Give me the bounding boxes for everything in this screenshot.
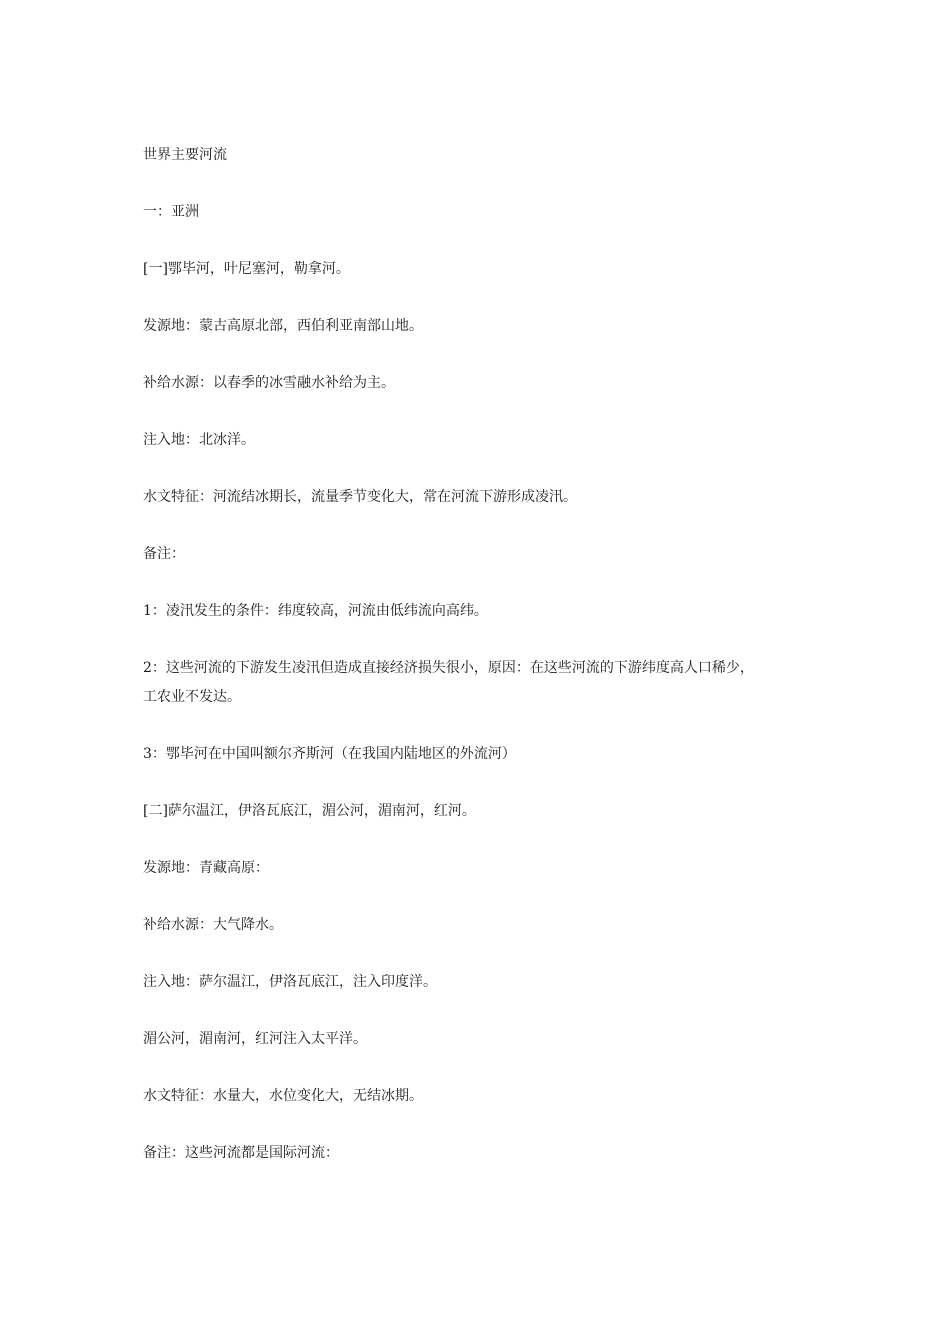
group1-note2-line1: 2：这些河流的下游发生凌汛但造成直接经济损失很小，原因：在这些河流的下游纬度高人口稀少， [143,660,754,676]
page-title: 世界主要河流 [143,147,227,163]
group1-note1: 1：凌汛发生的条件：纬度较高，河流由低纬流向高纬。 [143,603,488,619]
group1-heading: [一]鄂毕河，叶尼塞河，勒拿河。 [143,261,350,277]
group1-source: 发源地：蒙古高原北部，西伯利亚南部山地。 [143,318,423,334]
group1-notes-label: 备注： [143,546,185,562]
group2-source: 发源地：青藏高原： [143,860,269,876]
document-body [143,144,813,1164]
group2-supply: 补给水源：大气降水。 [143,917,283,933]
section-heading-asia: 一：亚洲 [143,204,199,220]
group1-note3: 3：鄂毕河在中国叫额尔齐斯河（在我国内陆地区的外流河） [143,746,516,762]
group1-supply: 补给水源：以春季的冰雪融水补给为主。 [143,375,395,391]
group2-heading: [二]萨尔温江，伊洛瓦底江，湄公河，湄南河，红河。 [143,803,476,819]
group2-notes: 备注：这些河流都是国际河流： [143,1145,339,1161]
group1-note2-line2: 工农业不发达。 [143,689,241,705]
group2-hydro: 水文特征：水量大，水位变化大，无结冰期。 [143,1088,423,1104]
group2-outlet1: 注入地：萨尔温江，伊洛瓦底江，注入印度洋。 [143,974,437,990]
group1-outlet: 注入地：北冰洋。 [143,432,255,448]
group1-hydro: 水文特征：河流结冰期长，流量季节变化大，常在河流下游形成凌汛。 [143,489,577,505]
group2-outlet2: 湄公河，湄南河，红河注入太平洋。 [143,1031,367,1047]
